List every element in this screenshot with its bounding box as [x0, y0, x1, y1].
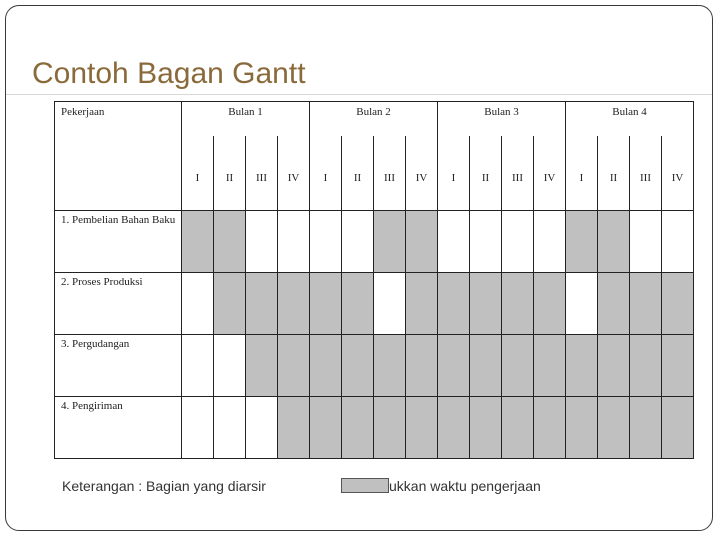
- task-header-spacer: [55, 136, 182, 211]
- gantt-cell-empty: [182, 273, 214, 335]
- legend-label: Keterangan : Bagian yang diarsir: [62, 478, 266, 494]
- gantt-cell-shaded: [438, 273, 470, 335]
- task-row: [55, 397, 694, 459]
- gantt-cell-empty: [278, 211, 310, 273]
- gantt-cell-empty: [438, 211, 470, 273]
- gantt-cell-shaded: [534, 397, 566, 459]
- gantt-cell-shaded: [598, 335, 630, 397]
- gantt-cell-empty: [246, 211, 278, 273]
- gantt-cell-shaded: [246, 335, 278, 397]
- gantt-cell-shaded: [534, 335, 566, 397]
- gantt-cell-shaded: [470, 273, 502, 335]
- gantt-cell-empty: [566, 273, 598, 335]
- gantt-cell-shaded: [566, 397, 598, 459]
- gantt-cell-empty: [214, 335, 246, 397]
- task-label: 4. Pengiriman: [55, 397, 182, 459]
- week-header: IV: [406, 136, 438, 211]
- gantt-cell-shaded: [502, 335, 534, 397]
- task-row: [55, 273, 694, 335]
- gantt-cell-shaded: [630, 335, 662, 397]
- month-header: Bulan 4: [566, 102, 694, 136]
- gantt-cell-shaded: [374, 335, 406, 397]
- gantt-cell-shaded: [278, 335, 310, 397]
- gantt-cell-shaded: [374, 397, 406, 459]
- week-header: III: [246, 136, 278, 211]
- gantt-cell-shaded: [470, 397, 502, 459]
- week-header: III: [502, 136, 534, 211]
- week-header: II: [214, 136, 246, 211]
- gantt-cell-shaded: [502, 397, 534, 459]
- month-header-row: [55, 102, 694, 136]
- gantt-cell-shaded: [406, 397, 438, 459]
- gantt-cell-shaded: [406, 335, 438, 397]
- week-header: II: [470, 136, 502, 211]
- task-label: 2. Proses Produksi: [55, 273, 182, 335]
- gantt-cell-empty: [662, 211, 694, 273]
- gantt-cell-shaded: [406, 273, 438, 335]
- gantt-cell-empty: [246, 397, 278, 459]
- gantt-cell-shaded: [534, 273, 566, 335]
- gantt-cell-shaded: [630, 397, 662, 459]
- gantt-cell-shaded: [214, 273, 246, 335]
- gantt-cell-shaded: [630, 273, 662, 335]
- gantt-cell-shaded: [470, 335, 502, 397]
- gantt-cell-shaded: [438, 335, 470, 397]
- gantt-cell-shaded: [662, 397, 694, 459]
- gantt-cell-shaded: [502, 273, 534, 335]
- gantt-cell-shaded: [662, 335, 694, 397]
- task-row: [55, 211, 694, 273]
- legend-swatch: [341, 478, 389, 493]
- task-row: [55, 335, 694, 397]
- gantt-cell-shaded: [310, 335, 342, 397]
- gantt-cell-empty: [502, 211, 534, 273]
- week-header: II: [598, 136, 630, 211]
- legend-description: ukkan waktu pengerjaan: [389, 478, 541, 494]
- gantt-cell-shaded: [406, 211, 438, 273]
- gantt-cell-shaded: [246, 273, 278, 335]
- month-header: Bulan 1: [182, 102, 310, 136]
- week-header: I: [566, 136, 598, 211]
- gantt-cell-shaded: [310, 273, 342, 335]
- gantt-cell-shaded: [278, 397, 310, 459]
- gantt-cell-shaded: [598, 273, 630, 335]
- gantt-cell-empty: [182, 335, 214, 397]
- week-header: II: [342, 136, 374, 211]
- gantt-cell-shaded: [214, 211, 246, 273]
- week-header: III: [374, 136, 406, 211]
- task-column-header: Pekerjaan: [55, 102, 182, 136]
- gantt-cell-empty: [182, 397, 214, 459]
- gantt-cell-empty: [374, 273, 406, 335]
- gantt-cell-empty: [630, 211, 662, 273]
- slide-title: Contoh Bagan Gantt: [32, 57, 306, 90]
- gantt-cell-shaded: [598, 211, 630, 273]
- task-label: 1. Pembelian Bahan Baku: [55, 211, 182, 273]
- title-divider: [6, 94, 712, 95]
- month-header: Bulan 2: [310, 102, 438, 136]
- gantt-cell-shaded: [566, 211, 598, 273]
- week-header: I: [438, 136, 470, 211]
- week-header: III: [630, 136, 662, 211]
- gantt-table: [54, 101, 694, 459]
- gantt-cell-empty: [534, 211, 566, 273]
- gantt-cell-shaded: [278, 273, 310, 335]
- gantt-cell-empty: [342, 211, 374, 273]
- week-header-row: [55, 136, 694, 211]
- week-header: IV: [662, 136, 694, 211]
- gantt-cell-shaded: [598, 397, 630, 459]
- task-label: 3. Pergudangan: [55, 335, 182, 397]
- gantt-cell-shaded: [566, 335, 598, 397]
- gantt-cell-empty: [310, 211, 342, 273]
- week-header: I: [182, 136, 214, 211]
- week-header: I: [310, 136, 342, 211]
- month-header: Bulan 3: [438, 102, 566, 136]
- gantt-cell-shaded: [438, 397, 470, 459]
- gantt-cell-shaded: [342, 335, 374, 397]
- gantt-cell-empty: [214, 397, 246, 459]
- gantt-cell-shaded: [182, 211, 214, 273]
- week-header: IV: [278, 136, 310, 211]
- gantt-cell-shaded: [310, 397, 342, 459]
- gantt-cell-shaded: [342, 397, 374, 459]
- gantt-cell-shaded: [662, 273, 694, 335]
- gantt-cell-shaded: [342, 273, 374, 335]
- gantt-cell-shaded: [374, 211, 406, 273]
- gantt-cell-empty: [470, 211, 502, 273]
- week-header: IV: [534, 136, 566, 211]
